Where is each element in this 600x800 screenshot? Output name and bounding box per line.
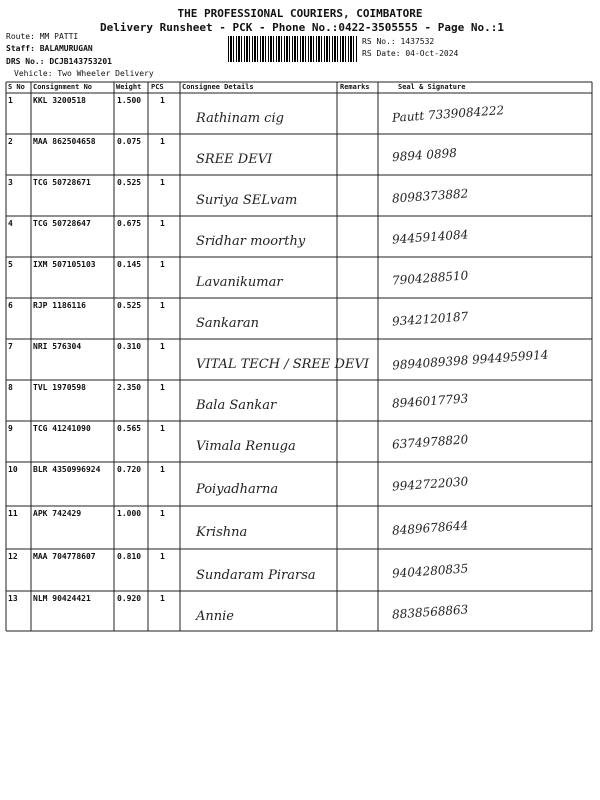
cell-pcs: 1: [160, 594, 165, 603]
cell-consignee: SREE DEVI: [196, 152, 273, 167]
col-sno: S No: [8, 83, 25, 91]
col-remarks: Remarks: [340, 83, 370, 91]
cell-consignment: TCG 50728671: [33, 178, 91, 187]
cell-signature: 6374978820: [391, 432, 469, 452]
cell-weight: 0.525: [117, 178, 142, 187]
cell-weight: 2.350: [117, 383, 142, 392]
table-row: [6, 93, 592, 134]
cell-weight: 0.075: [117, 137, 142, 146]
staff-label: Staff: BALAMURUGAN: [6, 44, 93, 53]
cell-consignment: NRI 576304: [33, 342, 82, 351]
cell-pcs: 1: [160, 552, 165, 561]
route-label: Route: MM PATTI: [6, 32, 79, 41]
cell-consignee: Poiyadharna: [196, 482, 279, 497]
cell-pcs: 1: [160, 219, 165, 228]
cell-signature: 8098373882: [391, 186, 469, 206]
rs-date-label: RS Date: 04-Oct-2024: [362, 49, 459, 58]
cell-sno: 10: [8, 465, 18, 474]
col-weight: Weight: [116, 83, 142, 91]
cell-consignee: Annie: [196, 609, 234, 624]
table-row: [6, 175, 592, 216]
cell-sno: 11: [8, 509, 18, 518]
table-row: [6, 134, 592, 175]
cell-signature: 9894 0898: [391, 145, 458, 165]
table-row: [6, 298, 592, 339]
cell-consignment: IXM 507105103: [33, 260, 96, 269]
cell-weight: 0.720: [117, 465, 142, 474]
cell-consignment: TCG 41241090: [33, 424, 91, 433]
cell-consignee: VITAL TECH / SREE DEVI: [196, 357, 369, 372]
cell-sno: 9: [8, 424, 13, 433]
cell-signature: 9445914084: [391, 227, 469, 247]
cell-consignee: Bala Sankar: [196, 398, 277, 413]
table-row: [6, 257, 592, 298]
cell-consignment: APK 742429: [33, 509, 82, 518]
cell-sno: 3: [8, 178, 13, 187]
cell-sno: 8: [8, 383, 13, 392]
cell-consignee: Vimala Renuga: [196, 439, 296, 454]
cell-pcs: 1: [160, 465, 165, 474]
cell-pcs: 1: [160, 260, 165, 269]
cell-sno: 4: [8, 219, 13, 228]
rs-no-label: RS No.: 1437532: [362, 37, 435, 46]
cell-signature: 8946017793: [391, 391, 469, 411]
cell-pcs: 1: [160, 137, 165, 146]
table-row: [6, 421, 592, 462]
cell-pcs: 1: [160, 509, 165, 518]
table-row: [6, 591, 592, 631]
cell-consignment: MAA 862504658: [33, 137, 96, 146]
cell-sno: 7: [8, 342, 13, 351]
col-seal: Seal & Signature: [398, 83, 466, 91]
cell-pcs: 1: [160, 301, 165, 310]
col-consignment: Consignment No: [33, 83, 93, 91]
cell-weight: 0.920: [117, 594, 142, 603]
cell-weight: 1.500: [117, 96, 142, 105]
cell-weight: 0.525: [117, 301, 142, 310]
drs-label: DRS No.: DCJB143753201: [6, 57, 112, 66]
vehicle-label: Vehicle: Two Wheeler Delivery: [14, 69, 154, 78]
cell-consignee: Sridhar moorthy: [196, 234, 306, 249]
cell-signature: 8489678644: [391, 518, 469, 538]
cell-sno: 2: [8, 137, 13, 146]
cell-signature: 7904288510: [391, 268, 469, 288]
table-row: [6, 549, 592, 591]
cell-weight: 0.310: [117, 342, 142, 351]
cell-sno: 13: [8, 594, 18, 603]
table-row: [6, 216, 592, 257]
cell-sno: 6: [8, 301, 13, 310]
cell-consignee: Rathinam cig: [196, 111, 284, 126]
cell-weight: 0.675: [117, 219, 142, 228]
cell-consignee: Lavanikumar: [196, 275, 283, 290]
cell-signature: 9942722030: [391, 474, 469, 494]
cell-consignee: Sankaran: [196, 316, 259, 331]
company-title: THE PROFESSIONAL COURIERS, COIMBATORE: [177, 7, 423, 20]
barcode: [228, 36, 358, 62]
cell-consignment: TVL 1970598: [33, 383, 86, 392]
cell-sno: 12: [8, 552, 18, 561]
table-row: [6, 380, 592, 421]
cell-pcs: 1: [160, 383, 165, 392]
cell-pcs: 1: [160, 96, 165, 105]
table-row: [6, 339, 592, 380]
table-row: [6, 462, 592, 506]
cell-signature: Pautt 7339084222: [391, 103, 505, 125]
cell-sno: 5: [8, 260, 13, 269]
table-header: [6, 82, 592, 93]
cell-signature: 9894089398 9944959914: [391, 347, 549, 373]
cell-consignment: KKL 3200518: [33, 96, 86, 105]
cell-consignee: Krishna: [196, 525, 248, 540]
table-row: [6, 506, 592, 549]
cell-pcs: 1: [160, 342, 165, 351]
cell-weight: 0.565: [117, 424, 142, 433]
cell-consignment: NLM 90424421: [33, 594, 91, 603]
cell-weight: 0.145: [117, 260, 142, 269]
cell-pcs: 1: [160, 424, 165, 433]
cell-sno: 1: [8, 96, 13, 105]
cell-consignment: RJP 1186116: [33, 301, 86, 310]
col-pcs: PCS: [151, 83, 164, 91]
cell-weight: 1.000: [117, 509, 142, 518]
cell-consignee: Suriya SELvam: [196, 193, 298, 208]
cell-consignee: Sundaram Pirarsa: [196, 568, 316, 583]
cell-consignment: BLR 4350996924: [33, 465, 101, 474]
cell-pcs: 1: [160, 178, 165, 187]
runsheet-title: Delivery Runsheet - PCK - Phone No.:0422-3505555 - Page No.:1: [100, 21, 504, 34]
col-consignee: Consignee Details: [182, 83, 254, 91]
cell-signature: 9404280835: [391, 561, 469, 581]
cell-signature: 9342120187: [391, 309, 469, 329]
cell-signature: 8838568863: [391, 602, 469, 622]
cell-consignment: TCG 50728647: [33, 219, 91, 228]
cell-consignment: MAA 704778607: [33, 552, 96, 561]
cell-weight: 0.810: [117, 552, 142, 561]
